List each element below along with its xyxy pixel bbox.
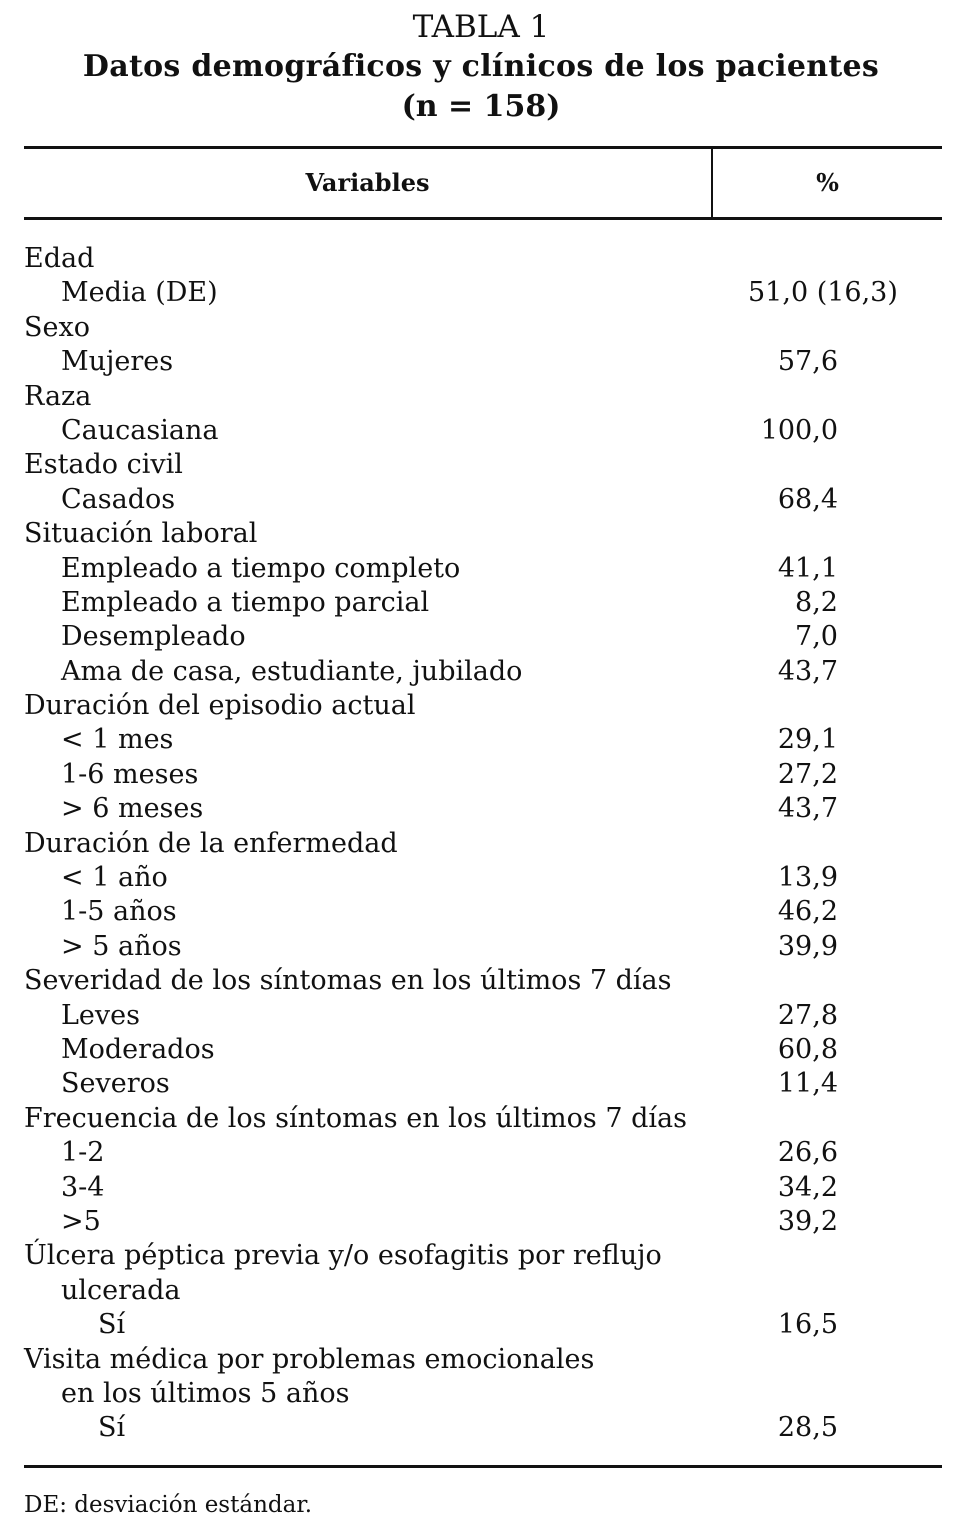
table-row [24, 276, 942, 310]
table-row [24, 999, 942, 1033]
row-label: >5 [61, 1205, 101, 1237]
row-label: 1-2 [61, 1137, 105, 1169]
table-subtitle: (n = 158) [401, 89, 561, 124]
row-label: Media (DE) [61, 277, 218, 309]
table-row [24, 689, 942, 723]
row-value: 26,6 [777, 1137, 838, 1169]
row-category-label: Frecuencia de los síntomas en los últimos 7 días [24, 1102, 687, 1134]
row-label: > 6 meses [61, 793, 204, 825]
table-row [24, 483, 942, 517]
table-row [24, 620, 942, 654]
table-row [24, 1067, 942, 1101]
table-row [24, 1343, 942, 1377]
table-row [24, 1136, 942, 1170]
table-row [24, 758, 942, 792]
row-category-label: Duración del episodio actual [24, 690, 416, 722]
header-variables: Variables [305, 168, 430, 197]
table-body [24, 242, 942, 1446]
row-value: 27,8 [777, 999, 838, 1031]
row-category-label: Severidad de los síntomas en los últimos 7 días [24, 965, 672, 997]
row-label: Sí [98, 1412, 126, 1444]
table-row [24, 552, 942, 586]
row-value: 11,4 [777, 1068, 838, 1100]
row-value: 57,6 [777, 346, 838, 378]
row-label: Moderados [61, 1033, 215, 1065]
header-rule [24, 217, 942, 220]
row-category-label: Sexo [24, 311, 90, 343]
row-value: 68,4 [777, 483, 838, 515]
table-row [24, 1171, 942, 1205]
table-row [24, 1308, 942, 1342]
table-row [24, 1377, 942, 1411]
row-label: Casados [61, 483, 176, 515]
table-row [24, 1033, 942, 1067]
row-value: 13,9 [777, 862, 838, 894]
table-row [24, 345, 942, 379]
row-category-label: Raza [24, 380, 92, 412]
row-value: 28,5 [777, 1412, 838, 1444]
table-row [24, 1274, 942, 1308]
row-category-label: Úlcera péptica previa y/o esofagitis por reflujo [24, 1240, 662, 1272]
row-label: < 1 año [61, 862, 168, 894]
row-label: Severos [61, 1068, 170, 1100]
table-number: TABLA 1 [412, 9, 550, 45]
table-row [24, 1102, 942, 1136]
row-label: Caucasiana [61, 414, 219, 446]
row-label: < 1 mes [61, 724, 174, 756]
row-category-label: Duración de la enfermedad [24, 827, 398, 859]
row-value: 8,2 [795, 586, 838, 618]
row-value: 43,7 [777, 655, 838, 687]
row-label: 1-6 meses [61, 758, 199, 790]
table-row [24, 586, 942, 620]
row-label: Desempleado [61, 621, 246, 653]
row-category-label: Edad [24, 243, 95, 274]
table-row [24, 895, 942, 929]
row-label: > 5 años [61, 930, 182, 962]
row-value: 16,5 [777, 1309, 838, 1341]
table-row [24, 448, 942, 482]
table-row [24, 861, 942, 895]
row-label: Mujeres [61, 346, 174, 378]
table-row [24, 655, 942, 689]
row-label: Empleado a tiempo parcial [61, 586, 430, 618]
row-label: Sí [98, 1309, 126, 1341]
header-percent: % [816, 168, 839, 197]
table-row [24, 380, 942, 414]
row-value: 60,8 [777, 1033, 838, 1065]
row-value: 43,7 [777, 793, 838, 825]
table-row [24, 242, 942, 276]
table-row [24, 414, 942, 448]
table-row [24, 827, 942, 861]
row-value: 100,0 [760, 414, 838, 446]
table-row [24, 964, 942, 998]
table-row [24, 723, 942, 757]
row-value: 27,2 [777, 758, 838, 790]
row-label: Ama de casa, estudiante, jubilado [61, 655, 523, 687]
row-label: en los últimos 5 años [61, 1377, 350, 1409]
row-value: 39,2 [777, 1205, 838, 1237]
row-label: 1-5 años [61, 896, 177, 928]
row-category-label: Visita médica por problemas emocionales [24, 1343, 595, 1375]
table-row [24, 930, 942, 964]
table-row [24, 1239, 942, 1273]
table-footnote: DE: desviación estándar. [24, 1492, 313, 1518]
row-value: 29,1 [777, 724, 838, 756]
row-label: Leves [61, 999, 140, 1031]
row-category-label: Situación laboral [24, 518, 258, 550]
row-value: 7,0 [795, 621, 838, 653]
row-category-label: Estado civil [24, 449, 183, 481]
row-value: 34,2 [777, 1171, 838, 1203]
row-value: 51,0 (16,3) [748, 277, 898, 309]
bottom-rule [24, 1465, 942, 1468]
row-label: ulcerada [61, 1274, 181, 1306]
row-label: Empleado a tiempo completo [61, 552, 461, 584]
top-rule [24, 146, 942, 149]
row-label: 3-4 [61, 1171, 105, 1203]
row-value: 41,1 [777, 552, 838, 584]
table-row [24, 1411, 942, 1445]
table-row [24, 517, 942, 551]
table-row [24, 792, 942, 826]
row-value: 39,9 [777, 930, 838, 962]
table-title: Datos demográficos y clínicos de los pacientes [82, 49, 880, 84]
table-row [24, 1205, 942, 1239]
table-row [24, 311, 942, 345]
row-value: 46,2 [777, 896, 838, 928]
